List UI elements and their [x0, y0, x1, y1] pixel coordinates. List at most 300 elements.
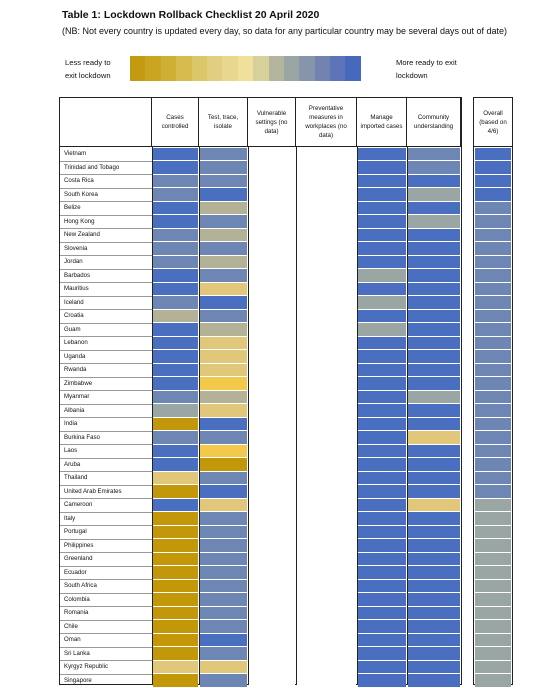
table-row — [60, 282, 461, 296]
cell-test-trace-isolate — [200, 661, 247, 674]
header-cases-controlled: Cases controlled — [152, 98, 199, 146]
overall-row — [474, 431, 512, 445]
cell-cases-controlled — [153, 350, 198, 363]
legend-less-ready — [65, 56, 111, 82]
cell-manage-imported — [358, 647, 406, 660]
cell-cases-controlled — [153, 526, 198, 539]
cell-cases-controlled — [153, 202, 198, 215]
table-row — [60, 525, 461, 539]
cell-overall — [475, 256, 511, 269]
cell-vulnerable-settings — [249, 269, 295, 282]
table-row — [60, 606, 461, 620]
cell-manage-imported — [358, 188, 406, 201]
cell-cases-controlled — [153, 607, 198, 620]
overall-row — [474, 620, 512, 634]
overall-row — [474, 377, 512, 391]
legend-swatch — [269, 56, 284, 81]
cell-cases-controlled — [153, 539, 198, 552]
overall-row — [474, 485, 512, 499]
cell-community-understanding — [408, 310, 460, 323]
cell-overall — [475, 445, 511, 458]
table-row — [60, 174, 461, 188]
country-name: United Arab Emirates — [64, 487, 122, 495]
cell-manage-imported — [358, 485, 406, 498]
cell-vulnerable-settings — [249, 377, 295, 390]
cell-community-understanding — [408, 458, 460, 471]
cell-community-understanding — [408, 418, 460, 431]
cell-test-trace-isolate — [200, 607, 247, 620]
table-row — [60, 242, 461, 256]
cell-community-understanding — [408, 175, 460, 188]
table-row — [60, 633, 461, 647]
cell-cases-controlled — [153, 283, 198, 296]
overall-row — [474, 282, 512, 296]
cell-manage-imported — [358, 458, 406, 471]
cell-community-understanding — [408, 364, 460, 377]
cell-preventative-measures — [297, 148, 356, 161]
cell-overall — [475, 553, 511, 566]
cell-manage-imported — [358, 580, 406, 593]
table-row — [60, 444, 461, 458]
cell-test-trace-isolate — [200, 647, 247, 660]
overall-row — [474, 188, 512, 202]
table-row — [60, 566, 461, 580]
overall-row — [474, 255, 512, 269]
cell-overall — [475, 485, 511, 498]
overall-row — [474, 539, 512, 553]
cell-test-trace-isolate — [200, 215, 247, 228]
cell-community-understanding — [408, 242, 460, 255]
cell-preventative-measures — [297, 242, 356, 255]
cell-manage-imported — [358, 620, 406, 633]
cell-preventative-measures — [297, 647, 356, 660]
cell-preventative-measures — [297, 539, 356, 552]
cell-community-understanding — [408, 296, 460, 309]
country-name: Aruba — [64, 460, 81, 468]
cell-vulnerable-settings — [249, 310, 295, 323]
cell-community-understanding — [408, 620, 460, 633]
cell-preventative-measures — [297, 526, 356, 539]
legend-swatch — [253, 56, 268, 81]
legend-swatch — [207, 56, 222, 81]
cell-manage-imported — [358, 148, 406, 161]
overall-row — [474, 161, 512, 175]
cell-test-trace-isolate — [200, 364, 247, 377]
cell-cases-controlled — [153, 364, 198, 377]
cell-vulnerable-settings — [249, 283, 295, 296]
table-row — [60, 296, 461, 310]
cell-community-understanding — [408, 337, 460, 350]
cell-community-understanding — [408, 634, 460, 647]
cell-manage-imported — [358, 539, 406, 552]
column-divider — [357, 146, 358, 684]
country-name: Guam — [64, 325, 81, 333]
cell-cases-controlled — [153, 472, 198, 485]
cell-community-understanding — [408, 161, 460, 174]
cell-preventative-measures — [297, 485, 356, 498]
cell-preventative-measures — [297, 323, 356, 336]
cell-preventative-measures — [297, 418, 356, 431]
cell-test-trace-isolate — [200, 242, 247, 255]
cell-community-understanding — [408, 283, 460, 296]
cell-overall — [475, 283, 511, 296]
cell-test-trace-isolate — [200, 580, 247, 593]
cell-preventative-measures — [297, 566, 356, 579]
cell-vulnerable-settings — [249, 323, 295, 336]
cell-manage-imported — [358, 472, 406, 485]
cell-test-trace-isolate — [200, 512, 247, 525]
cell-manage-imported — [358, 607, 406, 620]
cell-overall — [475, 175, 511, 188]
cell-preventative-measures — [297, 445, 356, 458]
cell-community-understanding — [408, 499, 460, 512]
cell-preventative-measures — [297, 161, 356, 174]
overall-row — [474, 242, 512, 256]
overall-row — [474, 417, 512, 431]
table-row — [60, 458, 461, 472]
cell-manage-imported — [358, 296, 406, 309]
country-name: Iceland — [64, 298, 84, 306]
cell-community-understanding — [408, 188, 460, 201]
cell-overall — [475, 539, 511, 552]
table-row — [60, 417, 461, 431]
country-name: Greenland — [64, 555, 93, 562]
cell-vulnerable-settings — [249, 485, 295, 498]
cell-test-trace-isolate — [200, 499, 247, 512]
cell-community-understanding — [408, 391, 460, 404]
cell-test-trace-isolate — [200, 377, 247, 390]
cell-cases-controlled — [153, 499, 198, 512]
cell-cases-controlled — [153, 593, 198, 606]
cell-overall — [475, 634, 511, 647]
cell-overall — [475, 431, 511, 444]
country-name: South Korea — [64, 190, 98, 198]
cell-test-trace-isolate — [200, 526, 247, 539]
cell-test-trace-isolate — [200, 593, 247, 606]
overall-row — [474, 363, 512, 377]
cell-community-understanding — [408, 269, 460, 282]
cell-cases-controlled — [153, 661, 198, 674]
cell-vulnerable-settings — [249, 431, 295, 444]
cell-cases-controlled — [153, 647, 198, 660]
cell-community-understanding — [408, 485, 460, 498]
cell-vulnerable-settings — [249, 350, 295, 363]
cell-test-trace-isolate — [200, 404, 247, 417]
overall-row — [474, 444, 512, 458]
cell-overall — [475, 607, 511, 620]
cell-vulnerable-settings — [249, 148, 295, 161]
cell-community-understanding — [408, 215, 460, 228]
country-name: Colombia — [64, 595, 90, 603]
column-divider — [152, 146, 153, 684]
legend-swatch — [284, 56, 299, 81]
cell-cases-controlled — [153, 445, 198, 458]
overall-row — [474, 525, 512, 539]
table-row — [60, 620, 461, 634]
overall-row — [474, 512, 512, 526]
overall-row — [474, 674, 512, 688]
cell-vulnerable-settings — [249, 337, 295, 350]
cell-cases-controlled — [153, 674, 198, 687]
cell-vulnerable-settings — [249, 364, 295, 377]
cell-preventative-measures — [297, 499, 356, 512]
legend-swatch — [192, 56, 207, 81]
overall-row — [474, 201, 512, 215]
table-row — [60, 377, 461, 391]
country-name: Hong Kong — [64, 217, 95, 225]
cell-test-trace-isolate — [200, 350, 247, 363]
cell-test-trace-isolate — [200, 202, 247, 215]
cell-test-trace-isolate — [200, 566, 247, 579]
cell-cases-controlled — [153, 431, 198, 444]
country-name: Romania — [64, 609, 89, 616]
cell-overall — [475, 161, 511, 174]
table-row — [60, 579, 461, 593]
table-row — [60, 647, 461, 661]
overall-row — [474, 660, 512, 674]
table-row — [60, 512, 461, 526]
column-divider — [199, 146, 200, 684]
table-row — [60, 336, 461, 350]
cell-preventative-measures — [297, 674, 356, 687]
cell-overall — [475, 323, 511, 336]
country-name: Italy — [64, 514, 76, 522]
cell-overall — [475, 269, 511, 282]
checklist-table — [59, 97, 462, 685]
cell-manage-imported — [358, 350, 406, 363]
country-name: Laos — [64, 447, 78, 454]
cell-preventative-measures — [297, 512, 356, 525]
cell-manage-imported — [358, 661, 406, 674]
overall-row — [474, 552, 512, 566]
header-overall: Overall (based on 4/6) — [479, 109, 507, 135]
cell-cases-controlled — [153, 256, 198, 269]
legend-swatch — [176, 56, 191, 81]
cell-preventative-measures — [297, 202, 356, 215]
cell-preventative-measures — [297, 350, 356, 363]
cell-cases-controlled — [153, 188, 198, 201]
cell-preventative-measures — [297, 580, 356, 593]
table-row — [60, 363, 461, 377]
cell-preventative-measures — [297, 269, 356, 282]
cell-vulnerable-settings — [249, 512, 295, 525]
cell-test-trace-isolate — [200, 283, 247, 296]
table-row — [60, 215, 461, 229]
overall-row — [474, 147, 512, 161]
cell-test-trace-isolate — [200, 418, 247, 431]
cell-manage-imported — [358, 283, 406, 296]
cell-vulnerable-settings — [249, 404, 295, 417]
cell-community-understanding — [408, 445, 460, 458]
table-row — [60, 228, 461, 242]
country-name: Barbados — [64, 271, 91, 279]
cell-cases-controlled — [153, 404, 198, 417]
cell-cases-controlled — [153, 229, 198, 242]
cell-community-understanding — [408, 526, 460, 539]
table-row — [60, 471, 461, 485]
cell-cases-controlled — [153, 377, 198, 390]
cell-overall — [475, 296, 511, 309]
cell-vulnerable-settings — [249, 674, 295, 687]
cell-preventative-measures — [297, 364, 356, 377]
cell-test-trace-isolate — [200, 337, 247, 350]
cell-manage-imported — [358, 377, 406, 390]
legend-swatch — [130, 56, 145, 81]
overall-row — [474, 593, 512, 607]
table-row — [60, 431, 461, 445]
column-divider — [407, 146, 408, 684]
cell-community-understanding — [408, 256, 460, 269]
cell-vulnerable-settings — [249, 499, 295, 512]
overall-row — [474, 350, 512, 364]
header-country — [60, 98, 152, 146]
overall-row — [474, 323, 512, 337]
cell-preventative-measures — [297, 404, 356, 417]
cell-overall — [475, 202, 511, 215]
cell-community-understanding — [408, 512, 460, 525]
cell-vulnerable-settings — [249, 580, 295, 593]
cell-vulnerable-settings — [249, 202, 295, 215]
cell-test-trace-isolate — [200, 148, 247, 161]
cell-cases-controlled — [153, 175, 198, 188]
cell-overall — [475, 364, 511, 377]
cell-test-trace-isolate — [200, 634, 247, 647]
cell-manage-imported — [358, 499, 406, 512]
cell-community-understanding — [408, 323, 460, 336]
legend-right-line2: lockdown — [396, 71, 428, 80]
cell-community-understanding — [408, 202, 460, 215]
cell-overall — [475, 350, 511, 363]
cell-manage-imported — [358, 512, 406, 525]
overall-row — [474, 606, 512, 620]
cell-overall — [475, 458, 511, 471]
cell-cases-controlled — [153, 418, 198, 431]
cell-vulnerable-settings — [249, 215, 295, 228]
cell-overall — [475, 526, 511, 539]
table-note: (NB: Not every country is updated every day, so data for any particular country may be several days out of date) — [62, 26, 508, 36]
legend-color-scale — [130, 56, 361, 81]
country-name: Burkina Faso — [64, 433, 100, 441]
cell-overall — [475, 391, 511, 404]
cell-test-trace-isolate — [200, 269, 247, 282]
cell-vulnerable-settings — [249, 661, 295, 674]
cell-manage-imported — [358, 269, 406, 282]
cell-preventative-measures — [297, 661, 356, 674]
cell-vulnerable-settings — [249, 593, 295, 606]
cell-manage-imported — [358, 404, 406, 417]
cell-test-trace-isolate — [200, 229, 247, 242]
cell-preventative-measures — [297, 310, 356, 323]
cell-community-understanding — [408, 580, 460, 593]
header-manage-imported: Manage imported cases — [357, 98, 407, 146]
table-row — [60, 660, 461, 674]
overall-row — [474, 309, 512, 323]
column-divider — [296, 146, 297, 684]
cell-manage-imported — [358, 202, 406, 215]
cell-preventative-measures — [297, 391, 356, 404]
cell-manage-imported — [358, 229, 406, 242]
header-vulnerable-settings: Vulnerable settings (no data) — [248, 98, 296, 146]
cell-manage-imported — [358, 323, 406, 336]
cell-preventative-measures — [297, 472, 356, 485]
cell-test-trace-isolate — [200, 175, 247, 188]
cell-community-understanding — [408, 553, 460, 566]
cell-manage-imported — [358, 674, 406, 687]
cell-community-understanding — [408, 647, 460, 660]
cell-test-trace-isolate — [200, 553, 247, 566]
cell-community-understanding — [408, 431, 460, 444]
cell-preventative-measures — [297, 593, 356, 606]
cell-vulnerable-settings — [249, 296, 295, 309]
cell-preventative-measures — [297, 458, 356, 471]
country-name: Myanmar — [64, 393, 90, 400]
overall-row — [474, 458, 512, 472]
cell-cases-controlled — [153, 620, 198, 633]
cell-test-trace-isolate — [200, 431, 247, 444]
cell-test-trace-isolate — [200, 539, 247, 552]
overall-row — [474, 498, 512, 512]
country-name: Belize — [64, 204, 81, 211]
table-row — [60, 498, 461, 512]
cell-manage-imported — [358, 391, 406, 404]
cell-cases-controlled — [153, 161, 198, 174]
cell-overall — [475, 566, 511, 579]
table-row — [60, 539, 461, 553]
table-row — [60, 485, 461, 499]
header-preventative-measures: Preventative measures in workplaces (no data) — [296, 98, 357, 146]
country-name: South Africa — [64, 582, 97, 589]
header-test-trace-isolate: Test, trace, isolate — [199, 98, 248, 146]
cell-manage-imported — [358, 634, 406, 647]
legend-swatch — [222, 56, 237, 81]
cell-test-trace-isolate — [200, 485, 247, 498]
cell-manage-imported — [358, 566, 406, 579]
cell-overall — [475, 337, 511, 350]
cell-test-trace-isolate — [200, 620, 247, 633]
cell-manage-imported — [358, 526, 406, 539]
overall-table — [473, 97, 513, 685]
cell-preventative-measures — [297, 188, 356, 201]
country-name: New Zealand — [64, 231, 100, 238]
cell-overall — [475, 242, 511, 255]
cell-test-trace-isolate — [200, 310, 247, 323]
country-name: Portugal — [64, 528, 87, 535]
country-name: Uganda — [64, 352, 86, 360]
cell-vulnerable-settings — [249, 647, 295, 660]
cell-community-understanding — [408, 607, 460, 620]
cell-vulnerable-settings — [249, 566, 295, 579]
country-name: Jordan — [64, 258, 83, 265]
cell-test-trace-isolate — [200, 472, 247, 485]
cell-manage-imported — [358, 161, 406, 174]
cell-overall — [475, 148, 511, 161]
cell-community-understanding — [408, 229, 460, 242]
cell-cases-controlled — [153, 553, 198, 566]
table-row — [60, 201, 461, 215]
cell-preventative-measures — [297, 607, 356, 620]
cell-test-trace-isolate — [200, 674, 247, 687]
header-community-understanding: Community understanding — [407, 98, 461, 146]
legend-swatch — [315, 56, 330, 81]
cell-overall — [475, 647, 511, 660]
cell-vulnerable-settings — [249, 607, 295, 620]
cell-vulnerable-settings — [249, 188, 295, 201]
cell-cases-controlled — [153, 323, 198, 336]
table-title: Table 1: Lockdown Rollback Checklist 20 April 2020 — [62, 9, 320, 21]
cell-community-understanding — [408, 539, 460, 552]
cell-cases-controlled — [153, 337, 198, 350]
table-row — [60, 147, 461, 161]
